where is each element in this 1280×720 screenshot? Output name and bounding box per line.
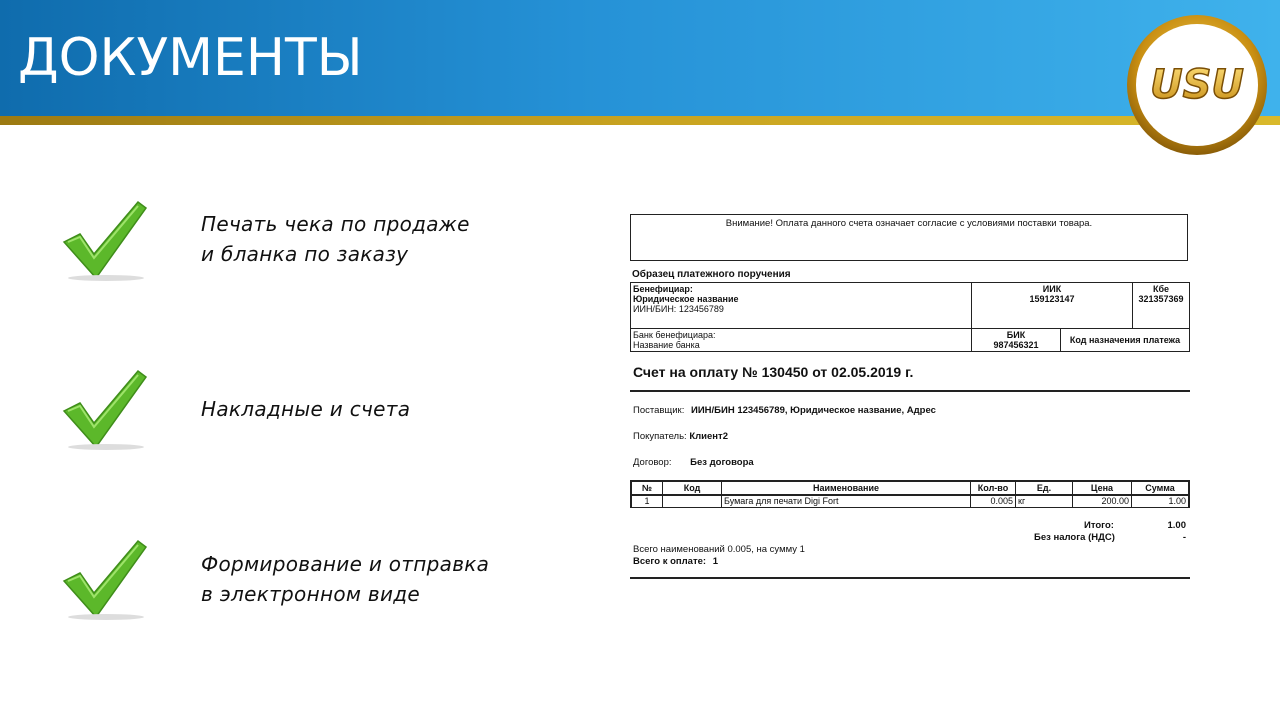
column-header: Ед. <box>1016 481 1073 495</box>
buyer-value: Клиент2 <box>689 431 728 442</box>
total-value: 1.00 <box>1167 520 1186 531</box>
contract-label: Договор: <box>633 457 672 468</box>
logo-text: USU <box>1150 62 1244 108</box>
iik-value: 159123147 <box>1029 294 1075 304</box>
bank-name: Название банка <box>633 340 700 350</box>
total-label: Итого: <box>1084 520 1114 531</box>
divider <box>630 577 1190 579</box>
payment-sample-title: Образец платежного поручения <box>632 269 791 280</box>
column-header: Кол-во <box>971 481 1016 495</box>
usu-logo <box>1126 14 1268 156</box>
supplier-line <box>633 405 936 416</box>
feature-text-line2: в электронном виде <box>201 582 421 606</box>
bik-label: БИК <box>1006 330 1026 340</box>
cell-number: 1 <box>631 495 663 508</box>
beneficiary-name: Юридическое название <box>633 294 739 304</box>
contract-line <box>633 457 754 468</box>
feature-text-line2: и бланка по заказу <box>201 242 409 266</box>
cell-quantity: 0.005 <box>971 495 1016 508</box>
cell-sum: 1.00 <box>1132 495 1190 508</box>
iik-label: ИИК <box>1042 284 1062 294</box>
cell-unit: кг <box>1016 495 1073 508</box>
payment-code-label: Код назначения платежа <box>1061 329 1190 352</box>
supplier-label: Поставщик: <box>633 405 685 416</box>
kbe-value: 321357369 <box>1138 294 1184 304</box>
to-pay-value: 1 <box>712 556 718 567</box>
buyer-label: Покупатель: <box>633 431 687 442</box>
items-table <box>630 480 1190 508</box>
header-stripe <box>0 116 1280 125</box>
feature-text-line1: Формирование и отправка <box>201 552 490 576</box>
kbe-label: Кбе <box>1152 284 1170 294</box>
checkmark-icon <box>58 198 154 282</box>
column-header: № <box>631 481 663 495</box>
bank-label: Банк бенефициара: <box>633 330 716 340</box>
divider <box>630 390 1190 392</box>
payment-details-table <box>630 282 1190 352</box>
bik-value: 987456321 <box>993 340 1039 350</box>
cell-price: 200.00 <box>1073 495 1132 508</box>
invoice-title: Счет на оплату № 130450 от 02.05.2019 г. <box>633 364 914 380</box>
invoice-document <box>630 214 1190 584</box>
column-header: Сумма <box>1132 481 1190 495</box>
buyer-line <box>633 431 728 442</box>
checkmark-icon <box>58 537 154 621</box>
vat-label: Без налога (НДС) <box>1034 532 1115 543</box>
cell-code <box>663 495 722 508</box>
beneficiary-iin: ИИН/БИН: 123456789 <box>633 304 724 314</box>
summary-line: Всего наименований 0.005, на сумму 1 <box>633 544 805 555</box>
contract-value: Без договора <box>690 457 754 468</box>
column-header: Код <box>663 481 722 495</box>
checkmark-icon <box>58 367 154 451</box>
beneficiary-label: Бенефициар: <box>633 284 693 294</box>
feature-text-line1: Накладные и счета <box>201 397 411 421</box>
warning-box: Внимание! Оплата данного счета означает согласие с условиями поставки товара. <box>630 214 1188 261</box>
column-header: Наименование <box>722 481 971 495</box>
to-pay-label: Всего к оплате: <box>633 556 707 567</box>
column-header: Цена <box>1073 481 1132 495</box>
table-row <box>631 495 1189 508</box>
vat-value: - <box>1182 532 1186 543</box>
supplier-value: ИИН/БИН 123456789, Юридическое название, Адрес <box>691 405 936 416</box>
page-title: ДОКУМЕНТЫ <box>18 28 363 88</box>
cell-name: Бумага для печати Digi Fort <box>722 495 971 508</box>
to-pay-line <box>633 556 718 567</box>
feature-text-line1: Печать чека по продаже <box>201 212 470 236</box>
